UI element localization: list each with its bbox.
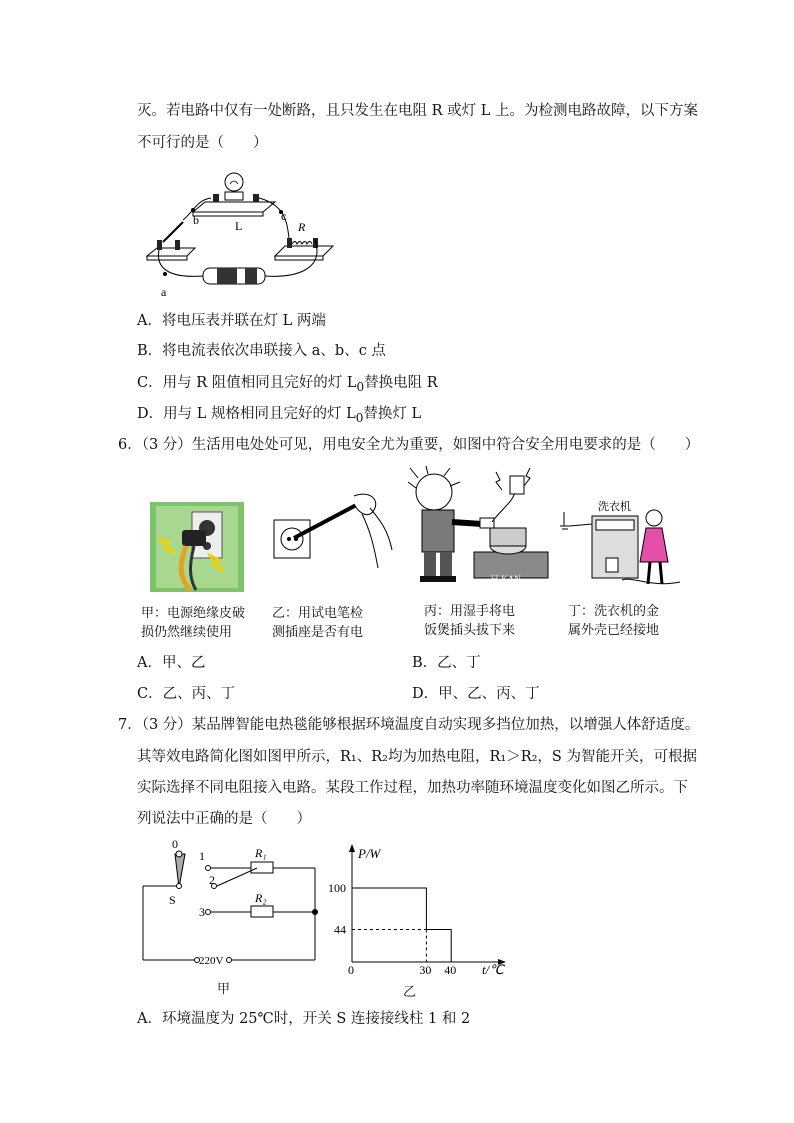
- q7-power-graph: [330, 840, 510, 980]
- q6-caption-bing-line2: 饭煲插头拔下来: [424, 623, 516, 638]
- q5-option-d-tail: 替换灯 L: [363, 406, 422, 422]
- q5-option-c: [137, 376, 438, 393]
- q7-circuit-name: 甲: [217, 982, 231, 997]
- graph-tick-y44: 44: [334, 922, 346, 937]
- q7-terminal-1: 1: [199, 849, 205, 863]
- power-step-line: [352, 888, 451, 962]
- q5-label-L: L: [235, 219, 243, 233]
- q6-stem: 6．（3 分）生活用电处处可见，用电安全尤为重要，如图中符合安全用电要求的是（ ）: [118, 437, 700, 453]
- q6-caption-ding: [568, 602, 659, 640]
- q6-caption-ding-line2: 属外壳已经接地: [568, 623, 660, 638]
- q6-caption-jia-line2: 损仍然继续使用: [141, 625, 233, 640]
- graph-xlabel: t/℃: [482, 962, 504, 977]
- q6-caption-yi-line2: 测插座是否有电: [272, 625, 364, 640]
- q6-pic-ding: [562, 498, 682, 592]
- q6-caption-yi-line1: 乙：用试电笔检: [272, 606, 364, 621]
- q5-option-d-text: D．用与 L 规格相同且完好的灯 L: [137, 406, 356, 422]
- q7-stem-line3: 实际选择不同电阻接入电路。某段工作过程，加热功率随环境温度变化如图乙所示。下: [137, 780, 688, 796]
- y-axis-arrow: [349, 844, 355, 852]
- q6-pic-jia: [150, 502, 244, 592]
- q6-caption-bing: [424, 602, 515, 640]
- q6-pic-bing: [404, 466, 552, 584]
- q6-option-b: B．乙、丁: [412, 655, 481, 671]
- q7-stem-line2: 其等效电路简化图如图甲所示，R₁、R₂均为加热电阻，R₁＞R₂，S 为智能开关，可根据: [137, 749, 697, 765]
- q5-option-c-tail: 替换电阻 R: [364, 375, 438, 391]
- q5-option-a: A．将电压表并联在灯 L 两端: [137, 313, 326, 329]
- graph-tick-x40: 40: [444, 963, 457, 977]
- q6-pic-yi: [270, 490, 398, 572]
- q6-option-c: C．乙、丙、丁: [137, 686, 236, 702]
- q6-caption-yi: [272, 604, 363, 642]
- q7-r2-label: R₂: [255, 891, 267, 905]
- q6-washer-label: 洗衣机: [598, 501, 631, 513]
- q7-r1-label: R₁: [255, 846, 267, 860]
- q7-stem-line4: 列说法中正确的是（ ）: [137, 811, 311, 827]
- q7-terminal-3: 3: [199, 905, 205, 919]
- q6-option-a: A．甲、乙: [137, 655, 206, 671]
- q5-label-c: c: [281, 209, 287, 223]
- graph-origin: 0: [348, 963, 354, 977]
- q5-label-R: R: [298, 220, 306, 234]
- q5-option-c-text: C．用与 R 阻值相同且完好的灯 L: [137, 375, 357, 391]
- q5-option-b: B．将电流表依次串联接入 a、b、c 点: [137, 343, 386, 359]
- q6-caption-ding-line1: 丁：洗衣机的金: [568, 604, 660, 619]
- q7-terminal-2: 2: [209, 873, 215, 887]
- q5-stem-line1: 灭。若电路中仅有一处断路，且只发生在电阻 R 或灯 L 上。为检测电路故障，以下方案: [137, 103, 698, 119]
- q7-stem-line1: 7．（3 分）某品牌智能电热毯能够根据环境温度自动实现多挡位加热，以增强人体舒适度。: [118, 717, 700, 733]
- q7-graph-name: 乙: [403, 985, 417, 1000]
- q5-label-b: b: [193, 213, 199, 227]
- q5-option-d-sub: 0: [355, 410, 364, 425]
- q5-label-a: a: [161, 285, 167, 299]
- q6-watermark: 日 KAN: [490, 574, 521, 584]
- q7-switch-label: S: [169, 893, 176, 907]
- graph-tick-x30: 30: [419, 963, 432, 977]
- q7-option-a: A．环境温度为 25℃时，开关 S 连接接线柱 1 和 2: [137, 1011, 471, 1027]
- q5-circuit-figure: [135, 160, 335, 300]
- graph-tick-y100: 100: [328, 881, 346, 895]
- q6-caption-jia: [141, 604, 245, 642]
- q6-option-d: D．甲、乙、丙、丁: [412, 686, 540, 702]
- q5-stem-line2: 不可行的是（ ）: [137, 135, 268, 151]
- q6-caption-jia-line1: 甲：电源绝缘皮破: [141, 606, 246, 621]
- q6-caption-bing-line1: 丙：用湿手将电: [424, 604, 516, 619]
- q7-voltage-label: 220V: [199, 955, 224, 967]
- q5-option-d: [137, 407, 421, 424]
- graph-ylabel: P/W: [358, 846, 381, 861]
- q5-option-c-sub: 0: [356, 379, 365, 394]
- q7-circuit-figure: [135, 832, 325, 972]
- q7-terminal-0: 0: [172, 837, 178, 851]
